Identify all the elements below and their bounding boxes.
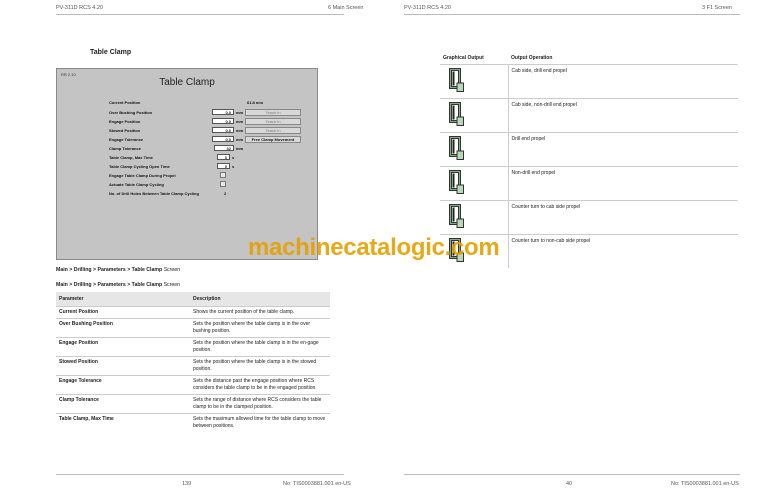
output-operation: Cab side, non-drill end propel [508, 99, 738, 133]
param-name: Current Position [56, 307, 190, 319]
table-row [56, 338, 330, 357]
table-row [56, 319, 330, 338]
actuate-cycling-checkbox[interactable] [220, 181, 226, 187]
drill-end-propel-icon [449, 136, 464, 160]
max-time-input[interactable]: 0 [217, 154, 230, 160]
table-caption [56, 282, 180, 288]
table-clamp-screenshot [56, 68, 318, 260]
param-name: Over Bushing Position [56, 319, 190, 338]
param-name: Table Clamp, Max Time [56, 414, 190, 433]
table-row [440, 99, 738, 133]
footer-right-doc-no: No: TIS0003881.001 en-US [671, 481, 739, 487]
footer-left-doc-no: No: TIS0003881.001 en-US [283, 481, 351, 487]
parameter-table-header [56, 292, 330, 307]
footer-left-page: 139 [182, 481, 192, 487]
clamp-tolerance-unit: mm [236, 146, 244, 151]
over-bushing-unit: mm [236, 110, 244, 115]
header-left-section: 6 Main Screen [328, 5, 364, 11]
caption-path: Main > Drilling > Parameters > Table Clamp [56, 267, 163, 273]
cycling-open-time-input[interactable]: 0 [217, 163, 230, 169]
screen-caption [56, 267, 180, 273]
header-graphical-output: Graphical Output [443, 54, 484, 61]
teach-in-stowed-button[interactable]: Teach In [245, 127, 301, 134]
table-row [440, 65, 738, 99]
row-stowed-position-label: Stowed Position [109, 128, 141, 133]
output-operation: Cab side, drill end propel [508, 65, 738, 99]
param-name: Stowed Position [56, 357, 190, 376]
footer-right-page: 40 [566, 481, 573, 487]
caption2-suffix: Screen [163, 282, 181, 288]
row-engage-position-label: Engage Position [109, 119, 141, 124]
max-time-unit: s [232, 155, 235, 160]
table-row [440, 133, 738, 167]
stowed-position-input[interactable]: 0.0 [212, 127, 234, 133]
row-drill-holes-label: No. of Drill Holes Between Table Clamp Cycling [109, 191, 199, 196]
header-description: Description [190, 292, 330, 307]
stowed-position-unit: mm [236, 128, 244, 133]
header-left-doc: PV-311D RCS 4.20 [56, 5, 103, 11]
caption2-path: Main > Drilling > Parameters > Table Clamp [56, 282, 163, 288]
output-operation: Counter turn to cab side propel [508, 201, 738, 235]
free-clamp-movement-button[interactable]: Free Clamp Movement [245, 136, 301, 143]
drill-holes-value: 2 [224, 191, 227, 196]
engage-position-input[interactable]: 0.0 [212, 118, 234, 124]
param-desc: Shows the current position of the table clamp. [190, 307, 330, 319]
table-row [440, 167, 738, 201]
row-engage-during-propel-label: Engage Table Clamp During Propel [109, 173, 176, 178]
engage-tolerance-input[interactable]: 0.0 [212, 136, 234, 142]
row-over-bushing-label: Over Bushing Position [109, 110, 153, 115]
header-output-operation: Output Operation [511, 54, 553, 61]
cab-side-non-drill-end-propel-icon [449, 102, 464, 126]
header-rule-left [56, 14, 344, 15]
table-row [56, 376, 330, 395]
cab-side-drill-end-propel-icon [449, 68, 464, 92]
header-right-section: 3 F1 Screen [702, 5, 732, 11]
output-operation: Drill end propel [508, 133, 738, 167]
param-desc: Sets the position where the table clamp is in the stowed position. [190, 357, 330, 376]
counter-turn-cab-side-icon [449, 204, 464, 228]
caption-suffix: Screen [163, 267, 181, 273]
table-row [56, 357, 330, 376]
param-desc: Sets the position where the table clamp is in the en-gage position. [190, 338, 330, 357]
table-row [56, 307, 330, 319]
param-desc: Sets the distance past the engage position where RCS considers the table clamp to be in the engaged position. [190, 376, 330, 395]
screen-title: Table Clamp [159, 77, 215, 88]
header-right-doc: PV-311D RCS 4.20 [404, 5, 451, 11]
cycling-open-time-unit: s [232, 164, 235, 169]
row-engage-tolerance-label: Engage Tolerance [109, 137, 144, 142]
param-desc: Sets the range of distance where RCS considers the table clamp to be in the clamped position. [190, 395, 330, 414]
engage-position-unit: mm [236, 119, 244, 124]
param-name: Engage Tolerance [56, 376, 190, 395]
row-current-position-label: Current Position [109, 100, 141, 105]
row-max-time-label: Table Clamp, Max Time [109, 155, 153, 160]
parameter-table [56, 292, 330, 432]
param-desc: Sets the position where the table clamp is in the over bushing position. [190, 319, 330, 338]
screen-id: RR 2.10 [61, 72, 76, 77]
non-drill-end-propel-icon [449, 170, 464, 194]
footer-rule-left [56, 474, 344, 475]
teach-in-engage-button[interactable]: Teach In [245, 118, 301, 125]
current-position-value: 61.8 mm [247, 100, 264, 105]
row-actuate-cycling-label: Actuate Table Clamp Cycling [109, 182, 164, 187]
header-rule-right [404, 14, 740, 15]
param-name: Engage Position [56, 338, 190, 357]
footer-rule-right [404, 474, 740, 475]
section-title: Table Clamp [90, 49, 132, 56]
table-row [56, 395, 330, 414]
clamp-tolerance-input[interactable]: 32 [214, 145, 234, 151]
graphical-table-header [440, 51, 738, 65]
header-parameter: Parameter [56, 292, 190, 307]
watermark: machinecatalogic.com [248, 234, 500, 261]
param-desc: Sets the maximum allowed time for the table clamp to move between positions. [190, 414, 330, 433]
table-row [440, 201, 738, 235]
engage-during-propel-checkbox[interactable] [220, 172, 226, 178]
over-bushing-input[interactable]: 0.0 [212, 109, 234, 115]
table-row [56, 414, 330, 433]
row-clamp-tolerance-label: Clamp Tolerance [109, 146, 141, 151]
engage-tolerance-unit: mm [236, 137, 244, 142]
output-operation: Non-drill end propel [508, 167, 738, 201]
output-operation: Counter turn to non-cab side propel [508, 235, 738, 269]
teach-in-over-bushing-button[interactable]: Teach In [245, 109, 301, 116]
param-name: Clamp Tolerance [56, 395, 190, 414]
row-cycling-open-time-label: Table Clamp Cycling Open Time [109, 164, 170, 169]
